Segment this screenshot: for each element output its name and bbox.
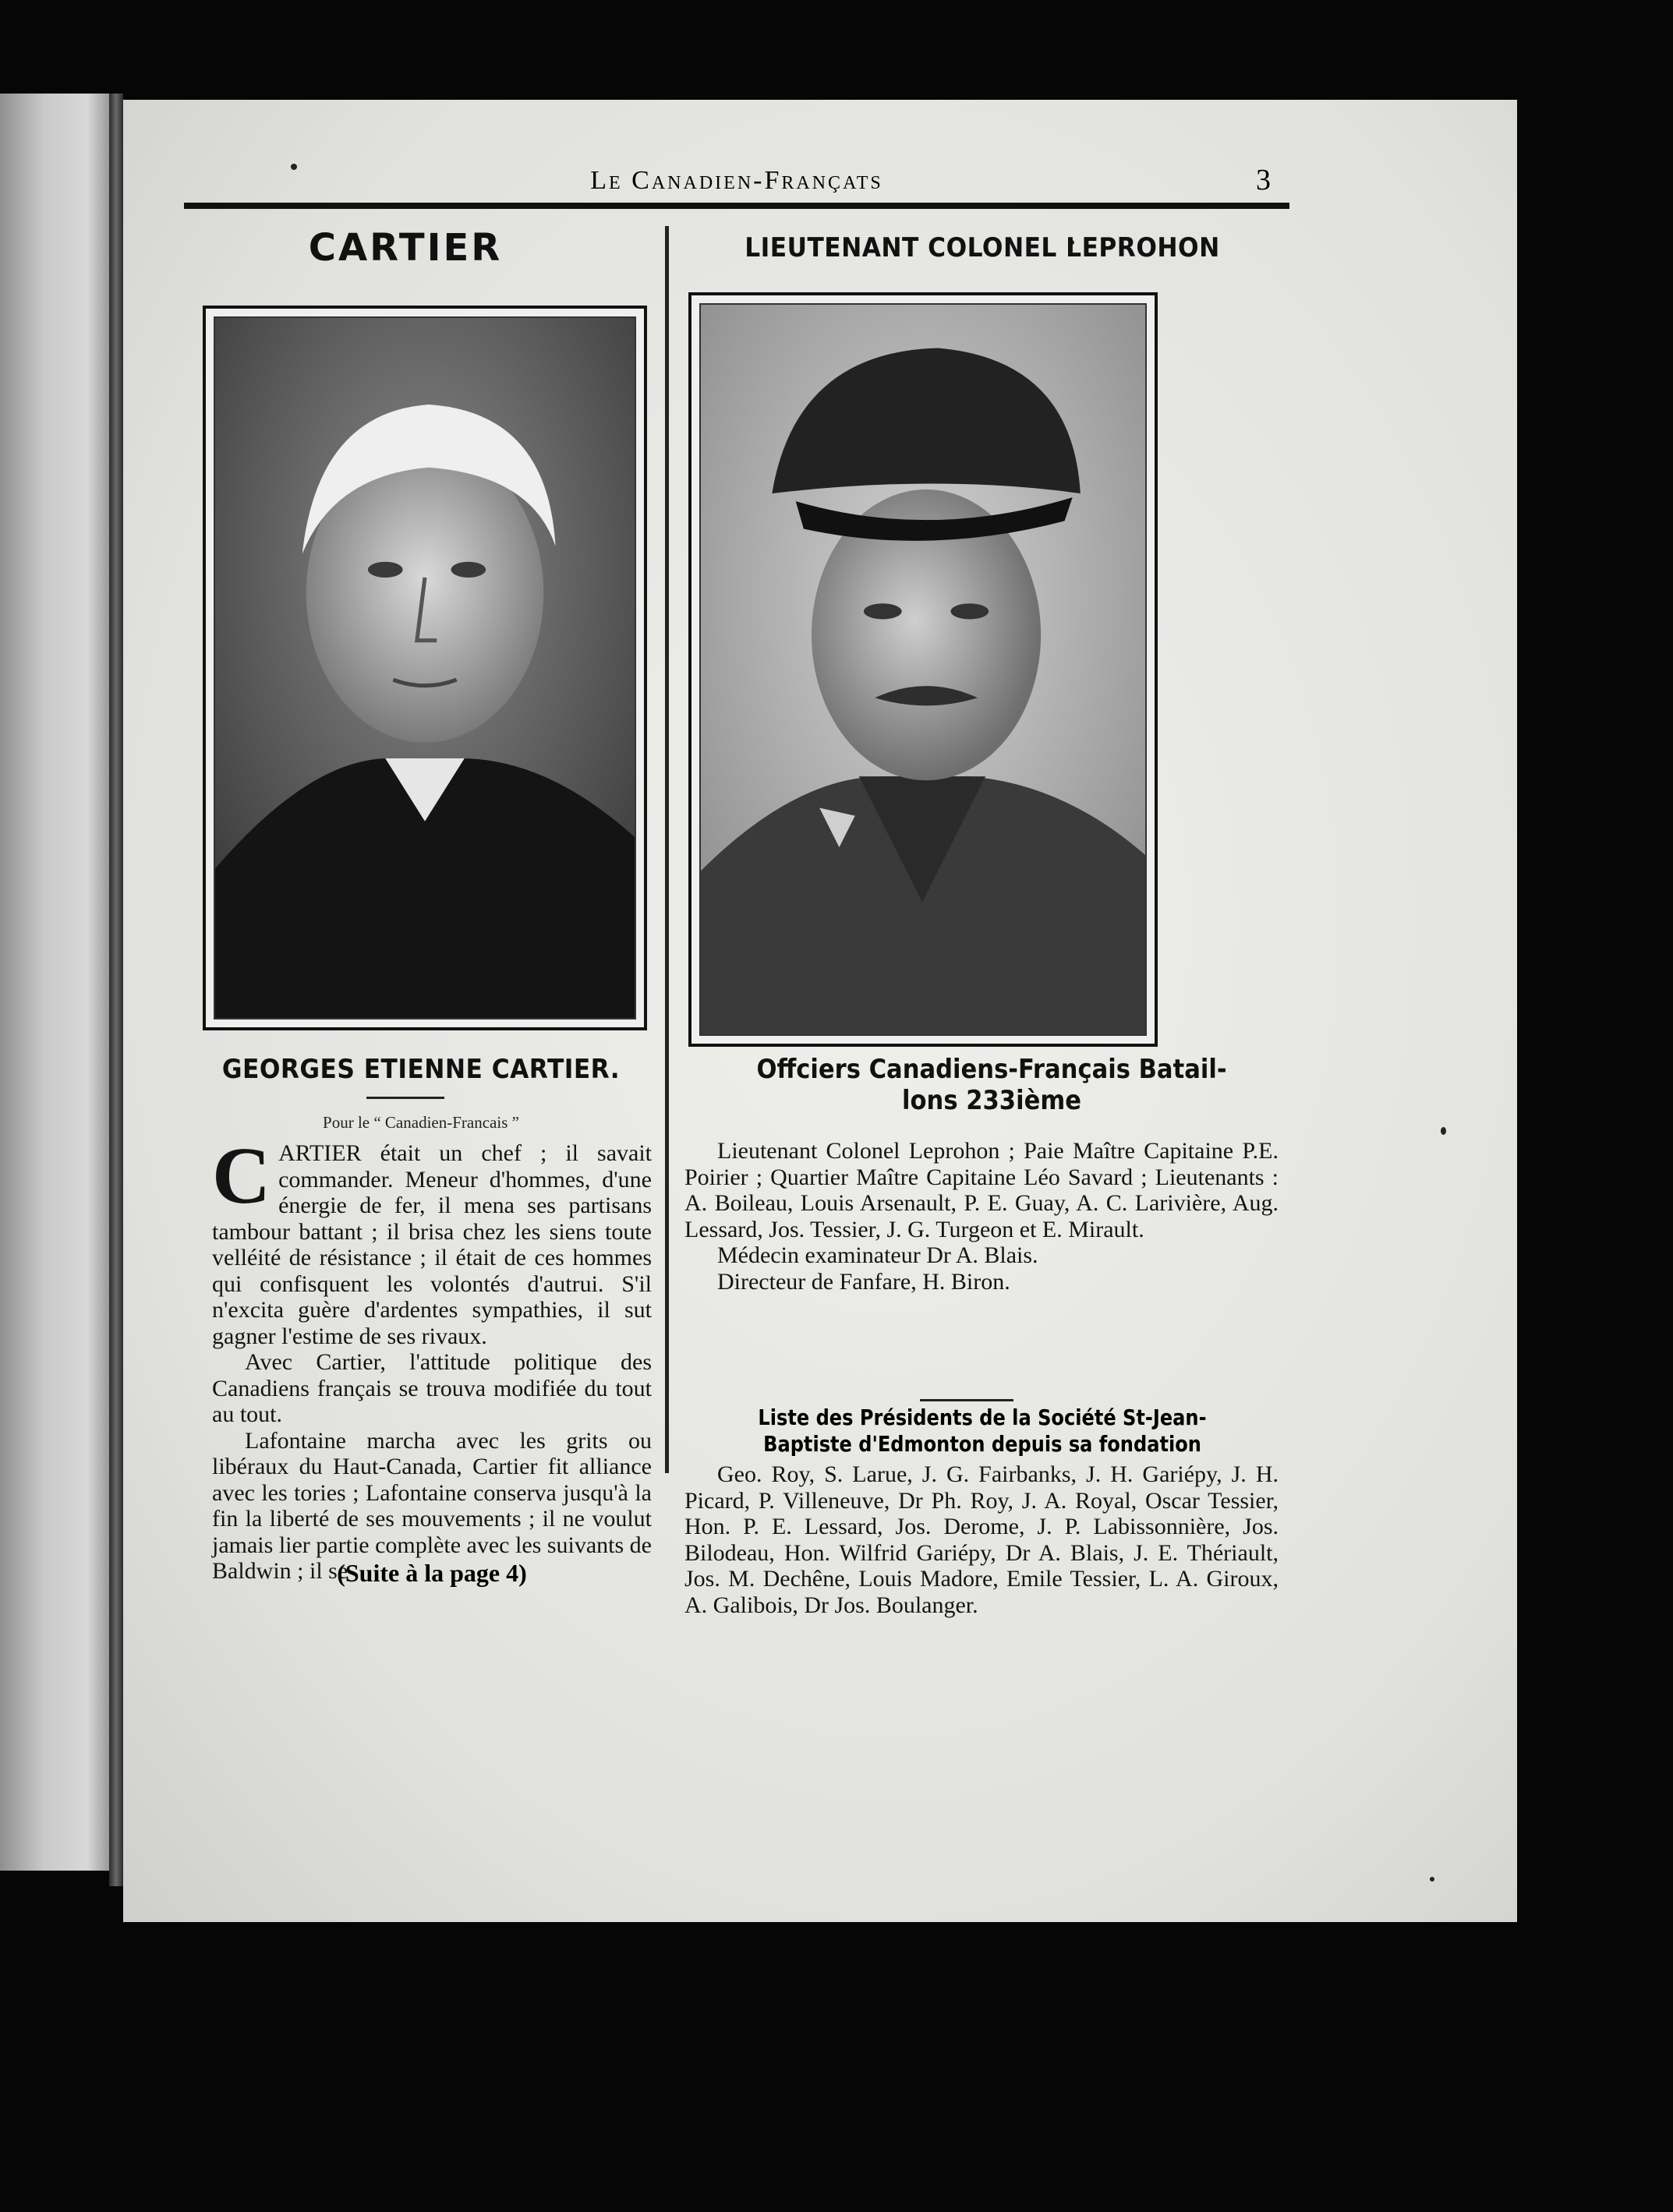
cartier-caption: GEORGES ETIENNE CARTIER. bbox=[221, 1054, 621, 1085]
speck bbox=[1441, 1127, 1446, 1135]
officers-paragraph: Médecin examinateur Dr A. Blais. bbox=[717, 1242, 1038, 1268]
portrait-frame bbox=[699, 303, 1147, 1036]
leprohon-portrait-image bbox=[701, 305, 1145, 1034]
presidents-list bbox=[684, 1461, 1279, 1618]
portrait-frame bbox=[214, 316, 636, 1019]
column-rule bbox=[665, 226, 669, 1473]
article-paragraph bbox=[212, 1131, 652, 1349]
presidents-paragraph: Geo. Roy, S. Larue, J. G. Fairbanks, J. H. Gariépy, J. H. Picard, P. Villeneuve, Dr Ph. Roy, J. A. Royal, Oscar Tessier, Hon. P. E. Lessard, Jos. Derome, J. P. Labissonnière, Jos. Bilodeau, Hon. Wilfrid Gariépy, Dr A. Blais, J. E. Thériault, Jos. M. Dechêne, Louis Madore, Emile Tessier, L. A. Giroux, A. Galibois, Dr Jos. Boulanger. bbox=[684, 1461, 1279, 1618]
officers-heading-line2: lons 233ième bbox=[902, 1085, 1081, 1116]
cartier-portrait-image bbox=[215, 318, 635, 1018]
presidents-heading-line1: Liste des Présidents de la Société St-Jean- bbox=[758, 1405, 1207, 1430]
drop-cap: C bbox=[212, 1131, 271, 1221]
cartier-article bbox=[212, 1131, 652, 1585]
caption-rule bbox=[366, 1097, 444, 1099]
presidents-heading bbox=[727, 1405, 1237, 1458]
byline: Pour le “ Canadien-Francais ” bbox=[323, 1113, 519, 1132]
cartier-portrait bbox=[203, 306, 647, 1030]
officers-heading-line1: Offciers Canadiens-Français Batail- bbox=[756, 1054, 1227, 1085]
officers-paragraph: Directeur de Fanfare, H. Biron. bbox=[717, 1268, 1010, 1295]
cartier-title: CARTIER bbox=[308, 226, 503, 270]
officers-paragraph: Lieutenant Colonel Leprohon ; Paie Maître Capitaine P.E. Poirier ; Quartier Maître Capitaine Léo Savard ; Lieutenants : A. Boileau, Louis Arsenault, P. E. Guay, A. C. Larivière, Aug. Lessard, Jos. Tessier, J. G. Turgeon et E. Mirault. bbox=[684, 1138, 1279, 1242]
section-rule bbox=[920, 1399, 1013, 1401]
header-rule bbox=[184, 203, 1289, 209]
facing-page-edge bbox=[0, 94, 109, 1871]
book-gutter bbox=[109, 94, 123, 1886]
speck bbox=[1430, 1877, 1434, 1882]
leprohon-portrait bbox=[688, 292, 1158, 1047]
journal-title: Le Canadien-Françats bbox=[590, 166, 883, 195]
paragraph-text: ARTIER était un chef ; il savait commander. Meneur d'hommes, d'une énergie de fer, il mena ses partisans tambour battant ; il brisa chez les siens toute velléité de résistance ; il était de ces hommes qui confisquent les volontés d'autrui. S'il n'excita guère d'ardentes sympathies, il sut gagner l'estime de ses rivaux. bbox=[212, 1140, 652, 1349]
leprohon-title: LIEUTENANT COLONEL LEPROHON bbox=[745, 232, 1220, 263]
officers-heading bbox=[711, 1054, 1272, 1116]
page-number: 3 bbox=[1256, 164, 1271, 196]
article-paragraph: Avec Cartier, l'attitude politique des Canadiens français se trouva modifiée du tout au tout. bbox=[212, 1349, 652, 1427]
presidents-heading-line2: Baptiste d'Edmonton depuis sa fondation bbox=[763, 1431, 1201, 1457]
running-head bbox=[187, 160, 1286, 207]
article-paragraph: Lafontaine marcha avec les grits ou libéraux du Haut-Canada, Cartier fit alliance avec les tories ; Lafontaine conserva jusqu'à la fin la liberté de ses mouvements ; il ne voulut jamais lier partie complète avec les suivants de Baldwin ; il se bbox=[212, 1427, 652, 1584]
officers-list bbox=[684, 1138, 1279, 1295]
continued-notice: (Suite à la page 4) bbox=[337, 1559, 527, 1587]
